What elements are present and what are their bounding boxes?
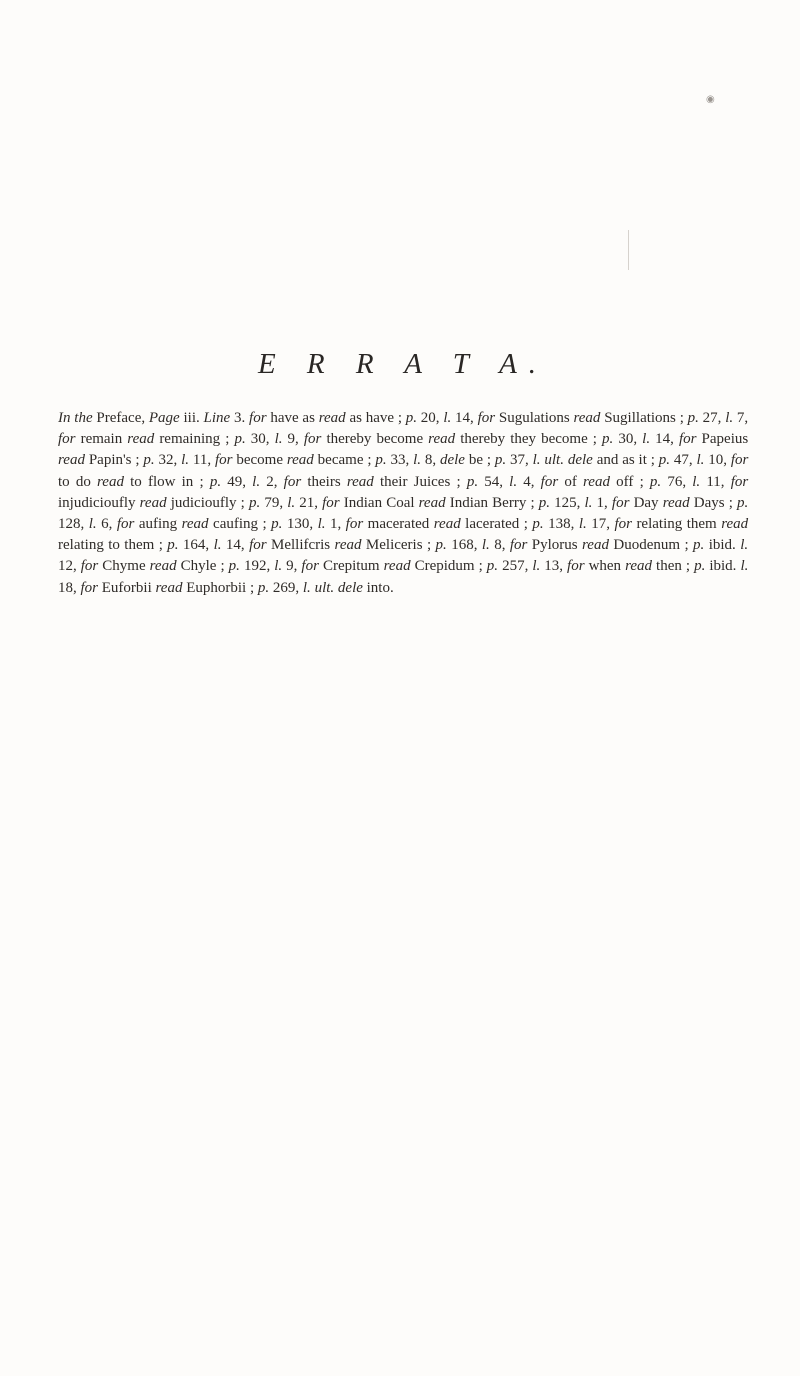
separator: ;	[679, 410, 684, 426]
erroneous-text: remain	[80, 431, 123, 448]
page-number: 27,	[702, 410, 722, 426]
page-abbrev: p.	[486, 558, 499, 575]
erroneous-text: to do	[58, 473, 91, 490]
page-number: ibid.	[708, 537, 736, 554]
corrected-text: remaining	[159, 431, 221, 448]
errata-entry	[431, 537, 688, 553]
page-abbrev: p.	[271, 516, 283, 533]
line-abbrev: l.	[317, 516, 326, 533]
line-number: 14,	[225, 537, 245, 554]
page-abbrev: p.	[532, 516, 544, 533]
line-abbrev: l.	[481, 537, 490, 554]
corrected-text: caufing	[213, 516, 259, 533]
erroneous-text: Euforbii	[101, 579, 152, 596]
page-abbrev: p.	[234, 431, 246, 448]
read-word: read	[625, 558, 653, 575]
line-abbrev: l.	[532, 452, 541, 469]
separator: ;	[523, 516, 528, 533]
line-number: 1,	[596, 494, 608, 511]
page-number: 164,	[182, 537, 210, 554]
line-number: 11,	[192, 452, 212, 469]
line-number: 1,	[329, 516, 342, 533]
intro-preface: Preface,	[96, 410, 146, 426]
for-word: for	[509, 537, 528, 554]
line-abbrev: l.	[532, 558, 541, 575]
read-word: read	[428, 431, 456, 448]
page-number: 30,	[618, 431, 638, 448]
read-word: read	[346, 473, 374, 490]
errata-entry	[163, 537, 431, 553]
line-number: 17,	[591, 516, 610, 533]
for-word: for	[611, 494, 630, 511]
corrected-text: Euphorbii	[186, 579, 247, 596]
page-number: 138,	[548, 516, 575, 533]
corrected-text: Sugillations	[604, 410, 676, 426]
page-abbrev: p.	[167, 537, 179, 554]
read-word: read	[286, 452, 314, 469]
line-number: 7,	[736, 410, 749, 426]
separator: ;	[426, 537, 432, 554]
deleted-text: be	[468, 452, 483, 469]
page-number: 30,	[250, 431, 270, 448]
line-number: 10,	[708, 452, 728, 469]
separator: ;	[486, 452, 492, 469]
page-abbrev: p.	[693, 537, 705, 554]
separator: ;	[397, 410, 402, 426]
page-abbrev: p.	[694, 558, 706, 575]
read-word: read	[573, 410, 601, 426]
errata-entry	[229, 431, 597, 447]
corrected-text: then	[656, 558, 682, 575]
for-word: for	[214, 452, 233, 469]
separator: ;	[592, 431, 597, 448]
errata-entry	[402, 410, 684, 426]
page-number: 37,	[510, 452, 529, 469]
separator: ;	[240, 494, 245, 511]
page-abbrev: p.	[649, 473, 662, 490]
page-abbrev: p.	[143, 452, 155, 469]
line-abbrev: l.	[274, 558, 283, 575]
line-number: 18,	[58, 579, 77, 596]
corrected-text: relating to them	[58, 537, 155, 554]
separator: ;	[685, 558, 691, 575]
line-abbrev: l.	[252, 473, 261, 490]
separator: ;	[684, 537, 689, 554]
corrected-text: Meliceris	[365, 537, 423, 554]
corrected-text: Chyle	[180, 558, 217, 575]
for-word: for	[303, 431, 322, 448]
page-abbrev: p.	[375, 452, 387, 469]
separator: ;	[530, 494, 535, 511]
corrected-text: Days	[693, 494, 725, 511]
errata-entry	[254, 580, 394, 596]
errata-entry	[491, 452, 655, 468]
page-number: 20,	[420, 410, 440, 426]
page-number: 168,	[451, 537, 478, 554]
erroneous-text: Chyme	[102, 558, 146, 575]
page-number: ibid.	[709, 558, 737, 575]
page-abbrev: p.	[209, 473, 222, 490]
page-abbrev: p.	[658, 452, 671, 469]
read-word: read	[318, 410, 346, 426]
line-number: 2,	[266, 473, 278, 490]
for-word: for	[678, 431, 697, 448]
line-number: 9,	[286, 558, 298, 575]
read-word: read	[139, 494, 167, 511]
corrected-text: became	[317, 452, 364, 469]
erroneous-text: theirs	[307, 473, 341, 490]
page-number: 125,	[554, 494, 581, 511]
paper-crease	[628, 230, 629, 270]
line-abbrev: l.	[692, 473, 701, 490]
page-abbrev: p.	[405, 410, 418, 426]
read-word: read	[58, 452, 85, 469]
corrected-text: Duodenum	[613, 537, 681, 554]
erroneous-text: Crepitum	[322, 558, 380, 575]
line-abbrev: l.	[302, 579, 311, 596]
line-abbrev: l.	[642, 431, 651, 448]
dele-word: dele	[567, 452, 593, 469]
separator: ;	[225, 431, 230, 448]
read-word: read	[582, 537, 609, 554]
line-abbrev: l.	[287, 494, 296, 511]
separator: ;	[456, 473, 461, 490]
line-number: 12,	[58, 558, 77, 575]
for-word: for	[301, 558, 319, 575]
line-number: 8,	[424, 452, 437, 469]
erroneous-text: become	[236, 452, 283, 469]
erroneous-text: have as	[270, 410, 315, 426]
page-number: 269,	[272, 579, 300, 596]
line-number: 14,	[655, 431, 674, 448]
line-number: 11,	[706, 473, 725, 490]
line-abbrev: l.	[181, 452, 190, 469]
erroneous-text: Pylorus	[531, 537, 578, 554]
page-abbrev: p.	[687, 410, 699, 426]
line-abbrev: l.	[213, 537, 222, 554]
corrected-text: off	[616, 473, 634, 490]
line-abbrev: l.	[274, 431, 283, 448]
page-abbrev: p.	[538, 494, 550, 511]
line-abbrev: l.	[443, 410, 452, 426]
separator: ;	[367, 452, 372, 469]
line-number: 8,	[494, 537, 506, 554]
errata-entry	[225, 558, 483, 574]
erroneous-text: injudicioufly	[58, 494, 136, 511]
erroneous-text: when	[588, 558, 622, 575]
page-abbrev: p.	[602, 431, 614, 448]
line-abbrev: l.	[740, 537, 749, 554]
errata-entries	[58, 410, 748, 596]
read-word: read	[583, 473, 610, 490]
page-abbrev: p.	[737, 494, 749, 511]
read-word: read	[418, 494, 446, 511]
corrected-text: lacerated	[465, 516, 520, 533]
read-word: read	[155, 579, 183, 596]
page-speck: ◉	[706, 94, 715, 105]
line-number: 6,	[101, 516, 113, 533]
line-number: 14,	[455, 410, 474, 426]
errata-entry	[461, 474, 644, 490]
errata-entry	[245, 495, 535, 511]
intro-line-value: 3.	[234, 410, 246, 426]
erroneous-text: thereby become	[326, 431, 424, 448]
corrected-text: their Juices	[379, 473, 451, 490]
separator: ;	[199, 473, 204, 490]
read-word: read	[721, 516, 749, 533]
read-word: read	[383, 558, 411, 575]
erroneous-text: Day	[633, 494, 659, 511]
page-number: 49,	[227, 473, 246, 490]
for-word: for	[80, 558, 99, 575]
errata-entry	[372, 452, 492, 468]
erroneous-text: relating them	[636, 516, 717, 533]
line-number: 13,	[544, 558, 564, 575]
for-word: for	[322, 494, 340, 511]
for-word: for	[58, 431, 76, 448]
dele-word: dele	[439, 452, 465, 469]
page-number: 130,	[286, 516, 314, 533]
line-abbrev: l.	[88, 516, 97, 533]
page-number: 47,	[673, 452, 693, 469]
for-word: for	[249, 410, 267, 426]
corrected-text: Indian Berry	[449, 494, 527, 511]
intro-page-value: iii.	[183, 410, 200, 426]
for-word: for	[730, 452, 749, 469]
deleted-text: into.	[366, 579, 394, 596]
errata-entry	[535, 495, 733, 511]
errata-entry	[267, 516, 528, 532]
separator: ;	[639, 473, 644, 490]
line-number: ult.	[314, 579, 335, 596]
separator: ;	[262, 516, 267, 533]
errata-body	[58, 408, 748, 599]
separator: ;	[158, 537, 163, 554]
errata-entry	[483, 558, 690, 574]
read-word: read	[334, 537, 362, 554]
page-number: 79,	[264, 494, 284, 511]
erroneous-text: aufing	[138, 516, 178, 533]
page-title: E R R A T A.	[257, 348, 549, 380]
erroneous-text: Indian Coal	[343, 494, 415, 511]
for-word: for	[540, 473, 559, 490]
corrected-text: Crepidum	[414, 558, 475, 575]
page-abbrev: p.	[228, 558, 240, 575]
corrected-text: to flow in	[130, 473, 194, 490]
erroneous-text: macerated	[367, 516, 430, 533]
corrected-text: thereby they become	[460, 431, 588, 448]
read-word: read	[149, 558, 177, 575]
errata-entry	[249, 410, 402, 426]
corrected-text: Papin's	[88, 452, 132, 469]
erroneous-text: of	[564, 473, 577, 490]
page-number: 33,	[390, 452, 410, 469]
read-word: read	[662, 494, 690, 511]
for-word: for	[283, 473, 302, 490]
for-word: for	[345, 516, 364, 533]
page-abbrev: p.	[494, 452, 507, 469]
page-number: 32,	[158, 452, 178, 469]
for-word: for	[477, 410, 496, 426]
intro-line-label: Line	[203, 410, 231, 426]
corrected-text: as have	[349, 410, 395, 426]
for-word: for	[614, 516, 632, 533]
line-abbrev: l.	[584, 494, 593, 511]
page-number: 128,	[58, 516, 85, 533]
line-abbrev: l.	[725, 410, 734, 426]
line-number: 9,	[287, 431, 299, 448]
read-word: read	[127, 431, 155, 448]
separator: ;	[650, 452, 655, 469]
page-number: 257,	[502, 558, 529, 575]
for-word: for	[249, 537, 267, 554]
line-abbrev: l.	[696, 452, 705, 469]
line-abbrev: l.	[740, 558, 749, 575]
separator: ;	[728, 494, 733, 511]
line-abbrev: l.	[413, 452, 422, 469]
page-abbrev: p.	[248, 494, 261, 511]
line-number: 4,	[523, 473, 535, 490]
line-number: ult.	[544, 452, 564, 469]
read-word: read	[433, 516, 461, 533]
for-word: for	[567, 558, 585, 575]
line-number: 21,	[299, 494, 318, 511]
intro-page-label: Page	[148, 410, 180, 426]
errata-entry	[204, 474, 461, 490]
page-number: 54,	[484, 473, 503, 490]
for-word: for	[80, 579, 99, 596]
dele-word: dele	[337, 579, 363, 596]
page-abbrev: p.	[466, 473, 479, 490]
line-abbrev: l.	[578, 516, 587, 533]
separator: ;	[478, 558, 483, 575]
for-word: for	[116, 516, 135, 533]
separator: ;	[135, 452, 140, 469]
separator: ;	[249, 579, 255, 596]
read-word: read	[181, 516, 209, 533]
line-abbrev: l.	[509, 473, 518, 490]
corrected-text: judicioufly	[170, 494, 237, 511]
for-word: for	[730, 473, 749, 490]
separator: ;	[220, 558, 225, 575]
erroneous-text: Mellifcris	[270, 537, 331, 554]
erroneous-text: Papeius	[701, 431, 749, 448]
read-word: read	[97, 473, 124, 490]
deleted-text: and as it	[596, 452, 647, 469]
page-number: 192,	[243, 558, 271, 575]
erroneous-text: Sugulations	[498, 410, 570, 426]
page-number: 76,	[667, 473, 687, 490]
errata-entry	[140, 452, 372, 468]
page-abbrev: p.	[257, 579, 270, 596]
page-abbrev: p.	[435, 537, 447, 554]
intro-in-the: In the	[58, 410, 93, 426]
